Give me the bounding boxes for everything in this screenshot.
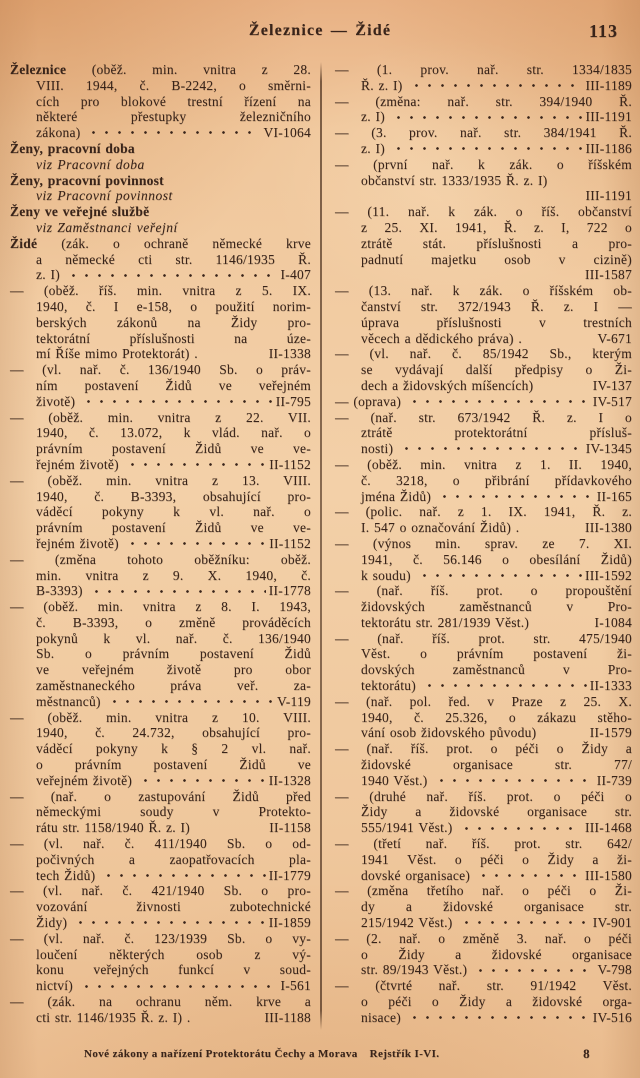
ref-code: II-1338	[268, 346, 311, 362]
entry-line	[335, 394, 632, 410]
ref-code: II-1333	[589, 678, 632, 694]
leader-space	[522, 520, 582, 536]
dot-leader	[470, 962, 594, 978]
ref-code: II-795	[275, 393, 311, 409]
entry-line	[10, 457, 311, 473]
entry-line: dy a židovské organisace str.	[361, 899, 632, 915]
ref-code: III-1186	[585, 140, 632, 156]
entry-line: — (vl. nař. č. 123/1939 Sb. o vy-	[10, 930, 311, 946]
entry-line: tektorátní příslušnosti na úze-	[36, 330, 311, 346]
ref-code: V-671	[597, 330, 632, 346]
entry-line: váděcí pokyny k § 2 vl. nař.	[36, 741, 311, 757]
entry-line: č. B-3393, o změně prováděcích	[36, 614, 311, 630]
index-entry	[335, 741, 632, 788]
entry-line: z 25. XI. 1941, Ř. z. I, 722 o	[361, 219, 632, 235]
index-entry	[335, 125, 632, 157]
dot-leader	[456, 820, 583, 836]
dot-leader	[404, 1010, 590, 1026]
entry-text: z. I)	[36, 267, 60, 283]
entry-line	[10, 1010, 311, 1026]
index-entry	[10, 362, 311, 409]
entry-text: mí Říše mimo Protektorát) .	[36, 346, 198, 362]
entry-line	[10, 915, 311, 931]
index-entry	[335, 62, 632, 94]
entry-line: — (druhé nař. říš. prot. o péči o	[335, 788, 632, 804]
entry-line: některé přestupky železničního	[36, 109, 311, 125]
entry-line: — (nař. str. 673/1942 Ř. z. I o	[335, 409, 632, 425]
entry-line: — (změna: nař. str. 394/1940 Ř.	[335, 93, 632, 109]
dot-leader	[70, 915, 266, 931]
entry-text: rátu str. 1158/1940 Ř. z. I)	[36, 820, 190, 836]
index-entry	[10, 173, 311, 205]
leader-space	[193, 820, 266, 836]
index-entry	[335, 410, 632, 457]
entry-line: — (2. nař. o změně 3. nař. o péči	[335, 930, 632, 946]
index-entry	[335, 694, 632, 741]
entry-line: ztrátě protektorátní přísluš-	[361, 425, 632, 441]
entry-text: I. 547 o označování Židů) .	[361, 520, 520, 536]
ref-code: II-1152	[269, 535, 311, 551]
ref-code: III-1580	[585, 867, 632, 883]
entry-line: Židé (zák. o ochraně německé krve	[10, 235, 311, 251]
index-entry	[10, 204, 311, 236]
entry-line: občanství str. 1333/1935 Ř. z. I)	[361, 172, 548, 188]
entry-line: Sb. o právním postavení Židů	[36, 646, 311, 662]
index-entry	[335, 346, 632, 393]
entry-line	[335, 773, 632, 789]
entry-line: — (třetí nař. říš. prot. str. 642/	[335, 836, 632, 852]
index-entry	[335, 789, 632, 836]
ref-code: III-1189	[585, 77, 632, 93]
series-title: Nové zákony a nařízení Protektorátu Čechy a Morava	[84, 1048, 358, 1060]
entry-line: 1940, č. B-3393, obsahující pro-	[36, 488, 311, 504]
entry-line: padnutí majetku osob v cizině)	[361, 251, 632, 267]
ref-code: IV-516	[592, 1009, 632, 1025]
entry-line	[335, 188, 632, 204]
ref-code: I-561	[280, 978, 311, 994]
sheet-number: 8	[583, 1046, 590, 1061]
ref-code: I-1084	[594, 614, 632, 630]
entry-line: — (nař. říš. prot. o propouštění	[335, 583, 632, 599]
index-entry	[10, 836, 311, 883]
entry-line: viz Pracovní povinnost	[36, 188, 173, 204]
entry-text: vání osob židovského původu)	[361, 725, 537, 741]
index-entry	[335, 204, 632, 283]
entry-line: 1941, č. 56.146 o obesílání Židů)	[361, 551, 632, 567]
entry-headword: Židé	[10, 235, 38, 251]
ref-code: V-119	[276, 693, 311, 709]
entry-line: — (oběž. min. vnitra z 8. I. 1943,	[10, 599, 311, 615]
ref-code: III-1191	[585, 188, 632, 204]
entry-headword: Železnice	[10, 62, 67, 77]
entry-line: — (polic. nař. z 1. IX. 1941, Ř. z.	[335, 504, 632, 520]
leader-space	[539, 725, 586, 741]
right-column	[322, 62, 632, 1030]
entry-line: 1940, č. 13.072, k vlád. nař. o	[36, 425, 311, 441]
entry-line	[10, 978, 311, 994]
entry-line: VIII. 1944, č. B-2242, o směrni-	[36, 77, 311, 93]
entry-text: k soudu)	[361, 567, 411, 583]
entry-text: str. 89/1943 Věst.)	[361, 962, 468, 978]
dot-leader	[419, 678, 587, 694]
entry-line	[335, 820, 632, 836]
index-entry	[10, 599, 311, 710]
entry-line: — (oběž. min. vnitra z 10. VIII.	[10, 709, 311, 725]
leader-space	[532, 615, 591, 631]
entry-line	[335, 868, 632, 884]
entry-line: a německé cti str. 1146/1935 Ř.	[36, 251, 311, 267]
index-entry	[335, 883, 632, 930]
ref-code: III-1587	[585, 267, 632, 283]
entry-line	[10, 773, 311, 789]
page-footer	[84, 1048, 618, 1064]
index-entry	[335, 457, 632, 504]
entry-line: počivných a zaopatřovacích pla-	[36, 851, 311, 867]
entry-line: židovské organisace str. 77/	[361, 757, 632, 773]
dot-leader	[404, 394, 590, 410]
entry-text: veřejném životě)	[36, 772, 133, 788]
index-entry	[10, 710, 311, 789]
entry-line	[335, 962, 632, 978]
entry-line: Ženy, pracovní povinnost	[10, 172, 164, 188]
entry-text: tektorátu)	[361, 678, 416, 694]
entry-line: — (změna třetího nař. o péči o Ži-	[335, 883, 632, 899]
ref-code: IV-517	[592, 393, 632, 409]
dot-leader	[388, 141, 583, 157]
index-entry	[335, 631, 632, 694]
entry-text: 215/1942 Věst.)	[361, 915, 453, 931]
ref-code: III-1188	[264, 1009, 311, 1025]
dot-leader	[456, 915, 590, 931]
index-entry	[335, 283, 632, 346]
entry-line: váděcí pokyny k vl. nař. o	[36, 504, 311, 520]
entry-line: zaměstnaneckého práva veř. za-	[36, 678, 311, 694]
dot-leader	[406, 78, 583, 94]
page-number: 113	[588, 21, 618, 41]
entry-line: — (nař. pol. řed. v Praze z 25. X.	[335, 693, 632, 709]
index-entry	[335, 583, 632, 630]
entry-line: — (nař. říš. prot. str. 475/1940	[335, 630, 632, 646]
entry-line	[335, 725, 632, 741]
ref-code: II-739	[596, 772, 632, 788]
entry-line: cích pro blokové trestní řízení na	[36, 93, 311, 109]
entry-line: — (oběž. říš. min. vnitra z 5. IX.	[10, 283, 311, 299]
entry-text: nisace)	[361, 1009, 401, 1025]
entry-line: právním postavení Židů ve ve-	[36, 520, 311, 536]
entry-text: nosti)	[361, 441, 394, 457]
entry-line: loučení některých osob z vý-	[36, 946, 311, 962]
dot-leader	[431, 773, 594, 789]
entry-line	[10, 267, 311, 283]
ref-code: III-1468	[585, 820, 632, 836]
entry-line: o právním postavení Židů ve	[36, 757, 311, 773]
entry-line: viz Zaměstnanci veřejní	[36, 219, 178, 235]
dot-leader	[98, 868, 265, 884]
entry-line: 1941 Věst. o péči o Židy a ži-	[361, 851, 632, 867]
dot-leader	[473, 868, 582, 884]
entry-line: — (13. nař. k zák. o říšském ob-	[335, 283, 632, 299]
entry-line: vozování živnosti zubotechnické	[36, 899, 311, 915]
ref-code: III-1191	[585, 109, 632, 125]
entry-text: B-3393)	[36, 583, 83, 599]
entry-line: německými soudy v Protekto-	[36, 804, 311, 820]
entry-line: konu veřejných funkcí v soud-	[36, 962, 311, 978]
ref-code: I-407	[280, 267, 311, 283]
ref-code: II-1579	[589, 725, 632, 741]
entry-line: ve veřejném životě pro obor	[36, 662, 311, 678]
entry-line: dovských zaměstnanců v Pro-	[361, 662, 632, 678]
ref-code: III-1592	[585, 567, 632, 583]
entry-line: — (první nař. k zák. o říšském	[335, 156, 632, 172]
index-columns	[10, 62, 632, 1030]
index-entry	[10, 473, 311, 552]
index-entry	[335, 94, 632, 126]
dot-leader	[388, 109, 583, 125]
entry-line: 1940, č. 25.326, o zákazu stěho-	[361, 709, 632, 725]
entry-line: — (vl. nař. č. 136/1940 Sb. o práv-	[10, 362, 311, 378]
entry-line: pokynů k vl. nař. č. 136/1940	[36, 630, 311, 646]
dot-leader	[434, 489, 594, 505]
entry-line	[10, 868, 311, 884]
entry-line	[10, 125, 311, 141]
entry-text: Ř. z. I)	[361, 77, 403, 93]
entry-text: dech a židovských míšencích)	[361, 377, 534, 393]
entry-text: dovské organisace)	[361, 867, 471, 883]
index-entry	[335, 836, 632, 883]
ref-code: II-1859	[268, 915, 311, 931]
entry-line	[335, 109, 632, 125]
entry-text: věcech a dědického práva) .	[361, 330, 523, 346]
entry-line	[335, 378, 632, 394]
index-entry	[335, 536, 632, 583]
dot-leader	[122, 536, 266, 552]
ref-code: II-1328	[268, 772, 311, 788]
index-entry	[335, 931, 632, 978]
ref-code: V-798	[597, 962, 632, 978]
entry-line	[10, 694, 311, 710]
index-entry	[10, 883, 311, 930]
entry-line: o Židy a židovské organisace	[361, 946, 632, 962]
dot-leader	[63, 267, 278, 283]
entry-text: řejném životě)	[36, 535, 119, 551]
dot-leader	[78, 394, 273, 410]
entry-line: — (nař. o zastupování Židů před	[10, 788, 311, 804]
entry-line	[335, 267, 632, 283]
ref-code: II-1778	[268, 583, 311, 599]
index-entry	[335, 394, 632, 410]
entry-line: čanství str. 372/1943 Ř. z. I —	[361, 298, 632, 314]
entry-line: židovských zaměstnanců v Pro-	[361, 599, 632, 615]
dot-leader	[396, 441, 582, 457]
entry-line	[10, 820, 311, 836]
entry-line: — (oběž. min. vnitra z 13. VIII.	[10, 472, 311, 488]
entry-line: o péči o Židy a židovské orga-	[361, 994, 632, 1010]
entry-line	[335, 489, 632, 505]
index-entry	[10, 283, 311, 362]
entry-line: Židy a židovské organisace str.	[361, 804, 632, 820]
leader-space	[536, 378, 589, 394]
dot-leader	[122, 457, 266, 473]
register-label: Rejstřík I-VI.	[369, 1048, 440, 1060]
entry-text: 1940 Věst.)	[361, 772, 428, 788]
entry-line: min. vnitra z 9. X. 1940, č.	[36, 567, 311, 583]
leader-space	[525, 331, 594, 347]
dot-leader	[83, 125, 260, 141]
leader-space	[201, 346, 266, 362]
entry-line	[335, 78, 632, 94]
entry-line: — (zák. na ochranu něm. krve a	[10, 994, 311, 1010]
entry-text: zákona)	[36, 125, 81, 141]
entry-line: — (1. prov. nař. str. 1334/1835	[335, 62, 632, 77]
entry-line: — (11. nař. k zák. o říš. občanství	[335, 204, 632, 220]
entry-line: — (3. prov. nař. str. 384/1941 Ř.	[335, 125, 632, 141]
dot-leader	[76, 978, 278, 994]
entry-text: jména Židů)	[361, 488, 432, 504]
entry-line: úprava příslušnosti v trestních	[361, 314, 632, 330]
entry-text: životě)	[36, 393, 76, 409]
page-header	[0, 22, 640, 44]
entry-line	[335, 568, 632, 584]
dot-leader	[86, 583, 266, 599]
entry-text: — (oprava)	[335, 393, 402, 409]
entry-text: nictví)	[36, 978, 73, 994]
entry-line	[335, 141, 632, 157]
entry-line: — (vl. nař. č. 421/1940 Sb. o pro-	[10, 883, 311, 899]
ref-code: II-165	[596, 488, 632, 504]
index-entry	[10, 789, 311, 836]
index-entry	[10, 141, 311, 173]
running-title: Železnice — Židé	[248, 22, 392, 39]
entry-line: se vydávají další předpisy o Ži-	[361, 362, 632, 378]
entry-line: č. 3218, o přibrání přídavkového	[361, 472, 632, 488]
entry-line	[335, 441, 632, 457]
entry-line: — (nař. říš. prot. o péči o Židy a	[335, 741, 632, 757]
entry-line: — (vl. nař. č. 85/1942 Sb., kterým	[335, 346, 632, 362]
entry-text: 555/1941 Věst.)	[361, 820, 453, 836]
entry-line: — (změna tohoto oběžníku: oběž.	[10, 551, 311, 567]
entry-line	[335, 520, 632, 536]
ref-code: IV-137	[592, 377, 632, 393]
entry-line	[335, 678, 632, 694]
entry-text: z. I)	[361, 140, 385, 156]
entry-line	[335, 1010, 632, 1026]
ref-code: II-1779	[268, 867, 311, 883]
entry-line: 1940, č. I e-158, o použití norim-	[36, 298, 311, 314]
entry-text: cti str. 1146/1935 Ř. z. I) .	[36, 1009, 191, 1025]
entry-text: z. I)	[361, 109, 385, 125]
entry-line: 1940, č. 24.732, obsahující pro-	[36, 725, 311, 741]
index-entry	[10, 931, 311, 994]
entry-text: městnanců)	[36, 693, 101, 709]
dot-leader	[104, 694, 274, 710]
entry-line	[10, 583, 311, 599]
ref-code: III-1380	[585, 520, 632, 536]
index-entry	[335, 504, 632, 536]
index-entry	[10, 62, 311, 141]
entry-line: berských zákonů na Židy pro-	[36, 314, 311, 330]
entry-text: řejném životě)	[36, 456, 119, 472]
entry-line: Věst. o právním postavení ži-	[361, 646, 632, 662]
entry-line: ztrátě stát. příslušnosti a pro-	[361, 235, 632, 251]
entry-line: viz Pracovní doba	[36, 156, 145, 172]
entry-line: — (oběž. min. vnitra z 1. II. 1940,	[335, 456, 632, 472]
index-entry	[10, 552, 311, 599]
entry-line: Železnice (oběž. min. vnitra z 28.	[10, 62, 311, 77]
dot-leader	[414, 568, 582, 584]
entry-line	[10, 394, 311, 410]
entry-line	[10, 346, 311, 362]
entry-line: — (vl. nař. č. 411/1940 Sb. o od-	[10, 836, 311, 852]
entry-line: — (čtvrté nař. str. 91/1942 Věst.	[335, 978, 632, 994]
index-entry	[10, 236, 311, 283]
entry-line	[335, 331, 632, 347]
leader-space	[194, 1010, 262, 1026]
entry-line	[335, 615, 632, 631]
entry-line	[10, 536, 311, 552]
ref-code: IV-1345	[585, 441, 632, 457]
entry-line: — (výnos min. sprav. ze 7. XI.	[335, 535, 632, 551]
entry-line	[335, 915, 632, 931]
entry-line: Ženy, pracovní doba	[10, 140, 135, 156]
entry-line: právním postavení Židů ve ve-	[36, 441, 311, 457]
entry-text: tektorátu str. 281/1939 Věst.)	[361, 614, 530, 630]
entry-line: Ženy ve veřejné službě	[10, 204, 150, 220]
left-column	[10, 62, 320, 1030]
dot-leader	[135, 773, 266, 789]
entry-line: ním postavení Židů ve veřejném	[36, 377, 311, 393]
ref-code: IV-901	[592, 915, 632, 931]
ref-code: II-1158	[269, 820, 311, 836]
index-entry	[10, 410, 311, 473]
index-entry	[335, 978, 632, 1025]
ref-code: VI-1064	[263, 125, 311, 141]
index-entry	[10, 994, 311, 1026]
entry-line: — (oběž. min. vnitra z 22. VII.	[10, 409, 311, 425]
entry-text: Židy)	[36, 915, 68, 931]
ref-code: II-1152	[269, 456, 311, 472]
index-entry	[335, 157, 632, 204]
entry-text: tech Židů)	[36, 867, 96, 883]
